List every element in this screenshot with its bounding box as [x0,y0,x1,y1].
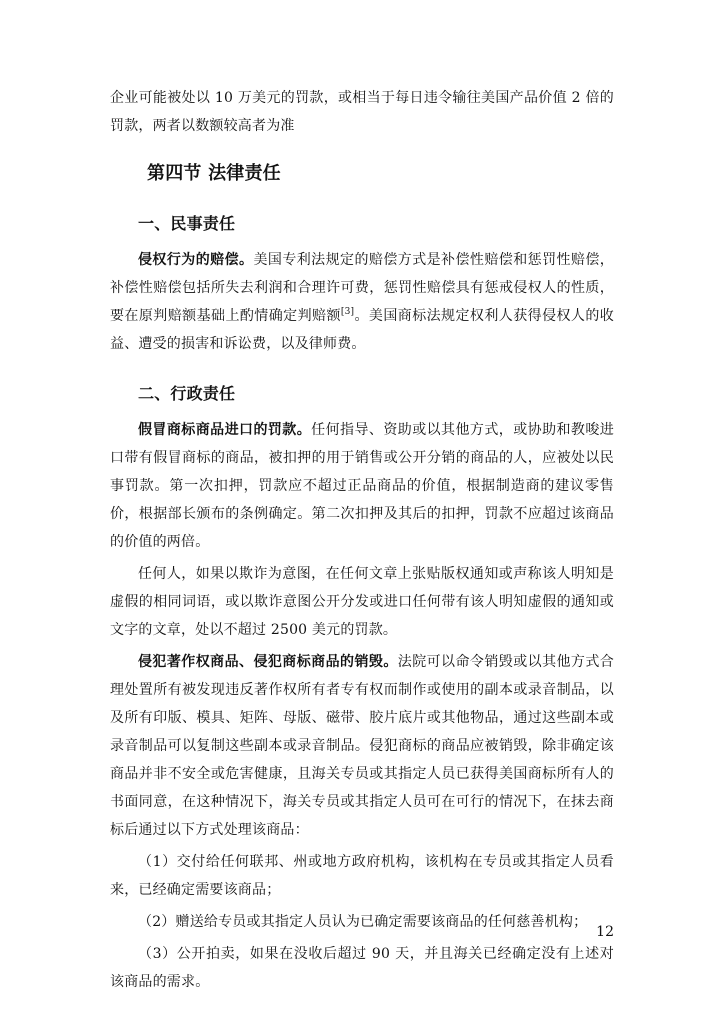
list-item: （1）交付给任何联邦、州或地方政府机构，该机构在专员或其指定人员看来，已经确定需要该商品； [110,854,614,898]
list-item: （2）赠送给专员或其指定人员认为已确定需要该商品的任何慈善机构； [138,914,588,930]
section-title: 第四节 法律责任 [147,163,281,184]
paragraph-text: 法院可以命令销毁或以其他方式合理处置所有被发现违反著作权所有者专有权而制作或使用的副本或录音制品，以及所有印版、模具、矩阵、母版、磁带、胶片底片或其他物品，通过这些副本或录音制品可以复制这些副本或录音制品。侵犯商标的商品应被销毁，除非确定该商品并非不安全或危害健康，且海关专员或其指定人员已获得美国商标所有人的书面同意，在这种情况下，海关专员或其指定人员可在可行的情况下，在抹去商标后通过以下方式处理该商品： [110,654,614,838]
paragraph-text: 任何指导、资助或以其他方式，或协助和教唆进口带有假冒商标的商品，被扣押的用于销售或公开分销的商品的人，应被处以民事罚款。第一次扣押，罚款应不超过正品商品的价值，根据制造商的建议零售价，根据部长颁布的条例确定。第二次扣押及其后的扣押，罚款不应超过该商品的价值的两倍。 [110,422,614,550]
paragraph-lead: 侵犯著作权商品、侵犯商标商品的销毁。 [138,654,398,670]
paragraph-text: 美国专利法规定的赔偿方式是补偿性赔偿和惩罚性赔偿，补偿性赔偿包括所失去利润和合理许可费，惩罚性赔偿具有惩戒侵权人的性质，要在原判赔额基础上酌情确定判赔额 [110,252,614,324]
paragraph-lead: 侵权行为的赔偿。 [138,252,254,268]
subsection-title-civil: 一、民事责任 [138,214,236,233]
paragraph-infringement-damages [110,246,614,358]
paragraph-text-cont: 。美国商标法规定权利人获得侵权人的收益、遭受的损害和诉讼费，以及律师费。 [110,308,614,352]
continued-paragraph: 企业可能被处以 10 万美元的罚款，或相当于每日违令输往美国产品价值 2 倍的罚款，两者以数额较高者为准 [110,90,614,134]
page-number: 12 [596,924,614,940]
page-content [110,84,614,996]
paragraph-fraud-fine: 任何人，如果以欺诈为意图，在任何文章上张贴版权通知或声称该人明知是虚假的相同词语，或以欺诈意图公开分发或进口任何带有该人明知虚假的通知或文字的文章，处以不超过 2500 美元的罚款。 [110,566,614,638]
paragraph-lead: 假冒商标商品进口的罚款。 [138,422,312,438]
paragraph-destruction [110,648,614,844]
reference-marker: [3] [340,307,355,317]
subsection-title-administrative: 二、行政责任 [138,384,236,403]
paragraph-counterfeit-fine [110,416,614,556]
list-item: （3）公开拍卖，如果在没收后超过 90 天，并且海关已经确定没有上述对该商品的需求。 [110,946,614,990]
